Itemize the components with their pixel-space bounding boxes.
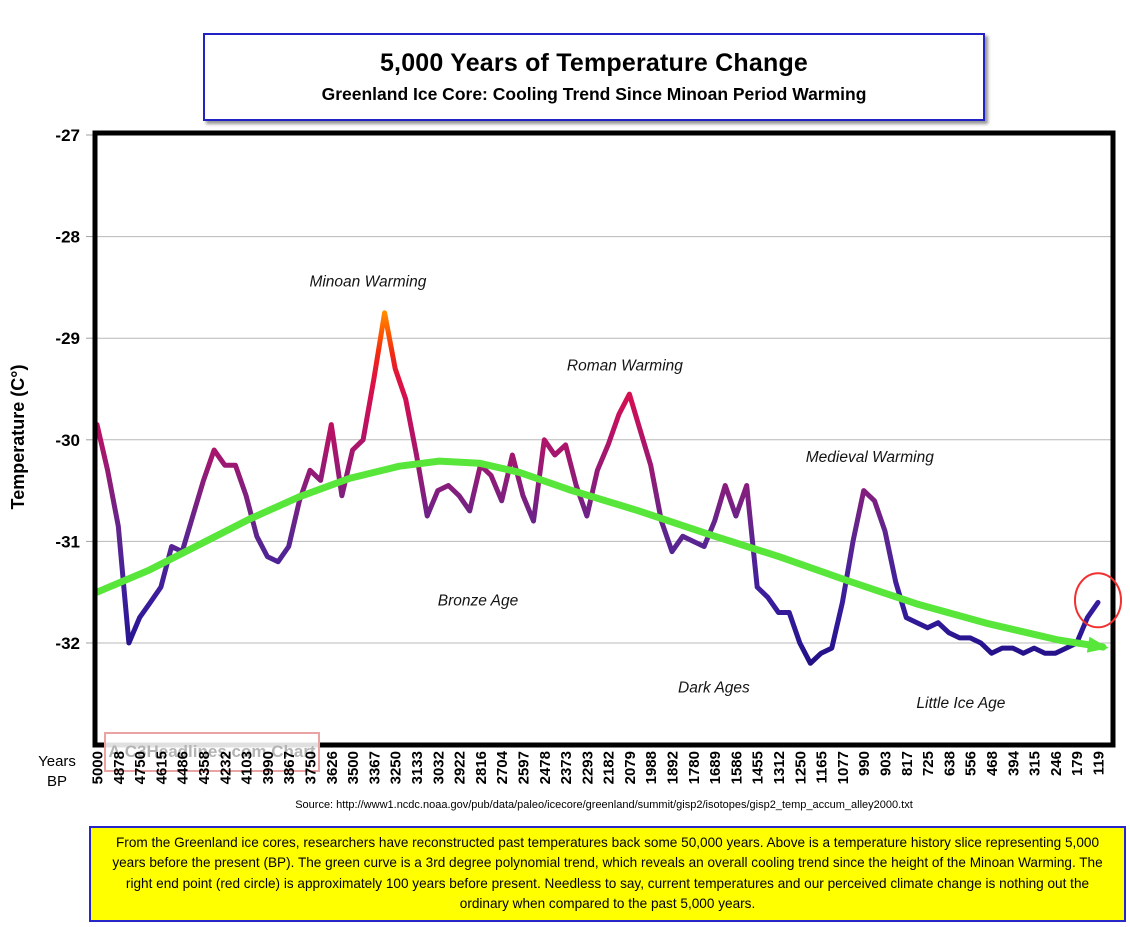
annotation: Minoan Warming <box>309 273 427 291</box>
x-tick-label: 468 <box>984 751 1001 777</box>
source-citation: Source: http://www1.ncdc.noaa.gov/pub/data/paleo/icecore/greenland/summit/gisp2/isotopes/gisp2_temp_accum_alley2000.txt <box>295 799 913 811</box>
annotation: Dark Ages <box>678 679 750 697</box>
x-tick-label: 4878 <box>110 751 128 785</box>
x-tick-label: 817 <box>898 751 916 777</box>
x-tick-label: 556 <box>962 751 980 777</box>
x-tick-label: 1312 <box>771 751 788 785</box>
annotation: Roman Warming <box>566 357 683 375</box>
x-tick-label: 119 <box>1090 751 1108 776</box>
x-axis-labels <box>0 745 1130 825</box>
x-tick-label: 990 <box>856 751 874 777</box>
x-axis-unit-line2: BP <box>46 773 67 790</box>
x-tick-label: 1780 <box>685 751 703 785</box>
x-tick-label: 394 <box>1005 751 1023 777</box>
y-tick-label: -29 <box>55 329 80 349</box>
annotation: Medieval Warming <box>805 449 934 467</box>
x-tick-label: 2373 <box>558 751 576 785</box>
x-tick-label: 315 <box>1026 751 1044 777</box>
x-tick-label: 1586 <box>728 751 746 785</box>
trend-line <box>97 461 1103 647</box>
x-tick-label: 3250 <box>387 751 405 785</box>
x-tick-label: 3867 <box>281 751 299 785</box>
x-tick-label: 1077 <box>834 751 852 785</box>
y-tick-label: -30 <box>55 430 80 450</box>
x-tick-label: 2922 <box>451 751 469 785</box>
x-tick-label: 3367 <box>366 751 384 785</box>
x-tick-label: 4615 <box>153 751 171 785</box>
x-tick-label: 1455 <box>749 751 767 785</box>
y-tick-label: -27 <box>55 126 80 145</box>
x-tick-label: 2597 <box>515 751 533 785</box>
x-axis-unit-line1: Years <box>38 753 76 770</box>
x-tick-label: 2816 <box>472 751 490 785</box>
x-tick-label: 3133 <box>409 751 426 785</box>
chart-title: 5,000 Years of Temperature Change <box>379 49 809 77</box>
x-tick-label: 1892 <box>664 751 682 785</box>
x-tick-label: 2478 <box>536 751 554 785</box>
x-tick-label: 3750 <box>302 751 320 785</box>
x-tick-label: 4358 <box>196 751 213 785</box>
x-tick-label: 1250 <box>792 751 810 785</box>
x-tick-label: 4486 <box>174 751 192 785</box>
x-tick-label: 4232 <box>217 751 235 785</box>
trend-arrowhead <box>1087 637 1109 653</box>
annotation: Little Ice Age <box>916 694 1006 712</box>
x-tick-label: 903 <box>877 751 895 777</box>
x-tick-label: 3500 <box>345 751 363 785</box>
plot-border <box>95 133 1113 745</box>
y-tick-label: -28 <box>55 227 80 247</box>
x-tick-label: 2182 <box>600 751 618 785</box>
x-tick-label: 2079 <box>621 751 639 785</box>
y-tick-label: -32 <box>55 634 80 653</box>
x-tick-label: 2704 <box>494 751 512 785</box>
x-tick-label: 4750 <box>132 751 150 785</box>
chart-subtitle: Greenland Ice Core: Cooling Trend Since Minoan Period Warming <box>321 84 867 104</box>
x-tick-label: 638 <box>941 751 959 777</box>
x-tick-label: 1689 <box>707 751 725 785</box>
x-tick-label: 725 <box>920 751 938 777</box>
x-tick-label: 179 <box>1069 751 1087 777</box>
watermark-text: A C3Headlines.com Chart <box>108 742 316 761</box>
x-tick-label: 246 <box>1047 751 1065 777</box>
annotation: Bronze Age <box>437 592 519 610</box>
x-tick-label: 3990 <box>259 751 277 785</box>
x-tick-label: 3626 <box>323 751 341 785</box>
y-axis-title: Temperature (C°) <box>8 364 28 510</box>
x-tick-label: 3032 <box>430 751 448 785</box>
x-tick-label: 2293 <box>579 751 597 785</box>
y-tick-label: -31 <box>55 532 80 552</box>
x-tick-label: 5000 <box>89 751 107 785</box>
x-tick-label: 4103 <box>238 751 256 785</box>
x-tick-label: 1165 <box>813 751 831 784</box>
x-tick-label: 1988 <box>643 751 661 785</box>
description-note-box: From the Greenland ice cores, researchers have reconstructed past temperatures back some 50,000 years. Above is a temperature history slice representing 5,000 years before the present (BP). The green curve is a 3rd degree polynomial trend, which reveals an overall cooling trend since the height of the Minoan Warming. The right end point (red circle) is approximately 100 years before present. Needless to say, current temperatures and our perceived climate change is nothing out the ordinary when compared to the past 5,000 years. <box>89 826 1126 922</box>
x-axis-unit-label <box>28 752 86 792</box>
